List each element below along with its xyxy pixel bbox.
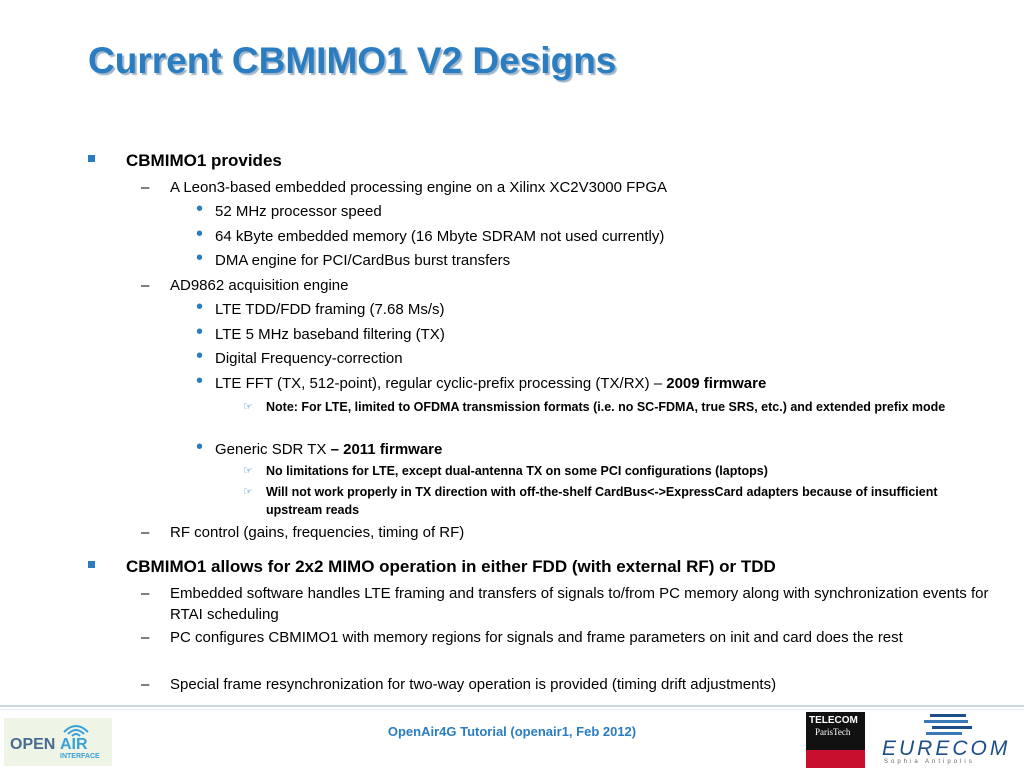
sub-bullet-text: Special frame resynchronization for two-way operation is provided (timing drift adjustments) — [170, 676, 777, 693]
logo-text-interface: INTERFACE — [60, 753, 100, 760]
item-text-plain: LTE FFT (TX, 512-point), regular cyclic-prefix processing (TX/RX) – — [215, 375, 667, 392]
footer-caption: OpenAir4G Tutorial (openair1, Feb 2012) — [387, 724, 637, 739]
sub-bullet-text: PC configures CBMIMO1 with memory regions for signals and frame parameters on init and card does the rest — [170, 629, 903, 646]
item-text: 64 kByte embedded memory (16 Mbyte SDRAM not used currently) — [215, 228, 665, 245]
item-text: 52 MHz processor speed — [215, 203, 382, 220]
logo-red-band — [806, 750, 865, 768]
logo-text-air: AIR — [60, 736, 88, 753]
item-text-plain: Generic SDR TX — [215, 441, 331, 458]
bullet-text: CBMIMO1 allows for 2x2 MIMO operation in either FDD (with external RF) or TDD — [126, 557, 776, 576]
openairinterface-logo — [4, 718, 112, 766]
dash-bullet-icon: – — [141, 524, 150, 541]
note-text: Note: For LTE, limited to OFDMA transmission formats (i.e. no SC-FDMA, true SRS, etc.) and extended prefix mode — [266, 400, 946, 414]
square-bullet-icon — [88, 561, 95, 568]
pointing-hand-icon: ☞ — [243, 401, 253, 413]
slide-title: Current CBMIMO1 V2 Designs — [88, 40, 617, 81]
item-text: DMA engine for PCI/CardBus burst transfers — [215, 252, 511, 269]
logo-text-open: OPEN — [10, 736, 56, 753]
firmware-year-2009: 2009 firmware — [666, 375, 767, 392]
bullet-text: CBMIMO1 provides — [126, 151, 282, 170]
note-text: No limitations for LTE, except dual-antenna TX on some PCI configurations (laptops) — [266, 464, 768, 478]
eurecom-logo — [880, 712, 1020, 768]
item-text: LTE 5 MHz baseband filtering (TX) — [215, 326, 445, 343]
dot-bullet-icon: • — [196, 436, 204, 458]
dot-bullet-icon: • — [196, 223, 204, 245]
dash-bullet-icon: – — [141, 585, 150, 602]
pointing-hand-icon: ☞ — [243, 465, 253, 477]
dot-bullet-icon: • — [196, 345, 204, 367]
footer-divider-thin — [0, 709, 1024, 710]
sub-bullet-text: RF control (gains, frequencies, timing of RF) — [170, 524, 465, 541]
logo-text-telecom: TELECOM — [809, 715, 858, 726]
sub-bullet-text: Embedded software handles LTE framing and transfers of signals to/from PC memory along with synchronization events for RTAI scheduling — [170, 585, 989, 623]
dash-bullet-icon: – — [141, 179, 150, 196]
eurecom-stripes-icon — [924, 712, 984, 738]
item-text: Digital Frequency-correction — [215, 350, 403, 367]
pointing-hand-icon: ☞ — [243, 486, 253, 498]
dot-bullet-icon: • — [196, 198, 204, 220]
dash-bullet-icon: – — [141, 277, 150, 294]
dot-bullet-icon: • — [196, 370, 204, 392]
dash-bullet-icon: – — [141, 676, 150, 693]
item-text — [215, 375, 766, 392]
square-bullet-icon — [88, 155, 95, 162]
logo-text-paristech: ParisTech — [815, 727, 851, 737]
sub-bullet-text: AD9862 acquisition engine — [170, 277, 349, 294]
sub-bullet-text: A Leon3-based embedded processing engine on a Xilinx XC2V3000 FPGA — [170, 179, 667, 196]
logo-text-eurecom: EURECOM — [882, 737, 1011, 760]
telecom-paristech-logo — [806, 712, 865, 768]
item-text — [215, 441, 442, 458]
note-text: Will not work properly in TX direction with off-the-shelf CardBus<->ExpressCard adapters because of insufficient upstream reads — [266, 485, 938, 517]
dot-bullet-icon: • — [196, 321, 204, 343]
logo-text-sophia: Sophia Antipolis — [884, 759, 975, 765]
dot-bullet-icon: • — [196, 296, 204, 318]
dash-bullet-icon: – — [141, 629, 150, 646]
item-text: LTE TDD/FDD framing (7.68 Ms/s) — [215, 301, 445, 318]
dot-bullet-icon: • — [196, 247, 204, 269]
footer-divider — [0, 705, 1024, 707]
firmware-year-2011: – 2011 firmware — [330, 441, 443, 458]
